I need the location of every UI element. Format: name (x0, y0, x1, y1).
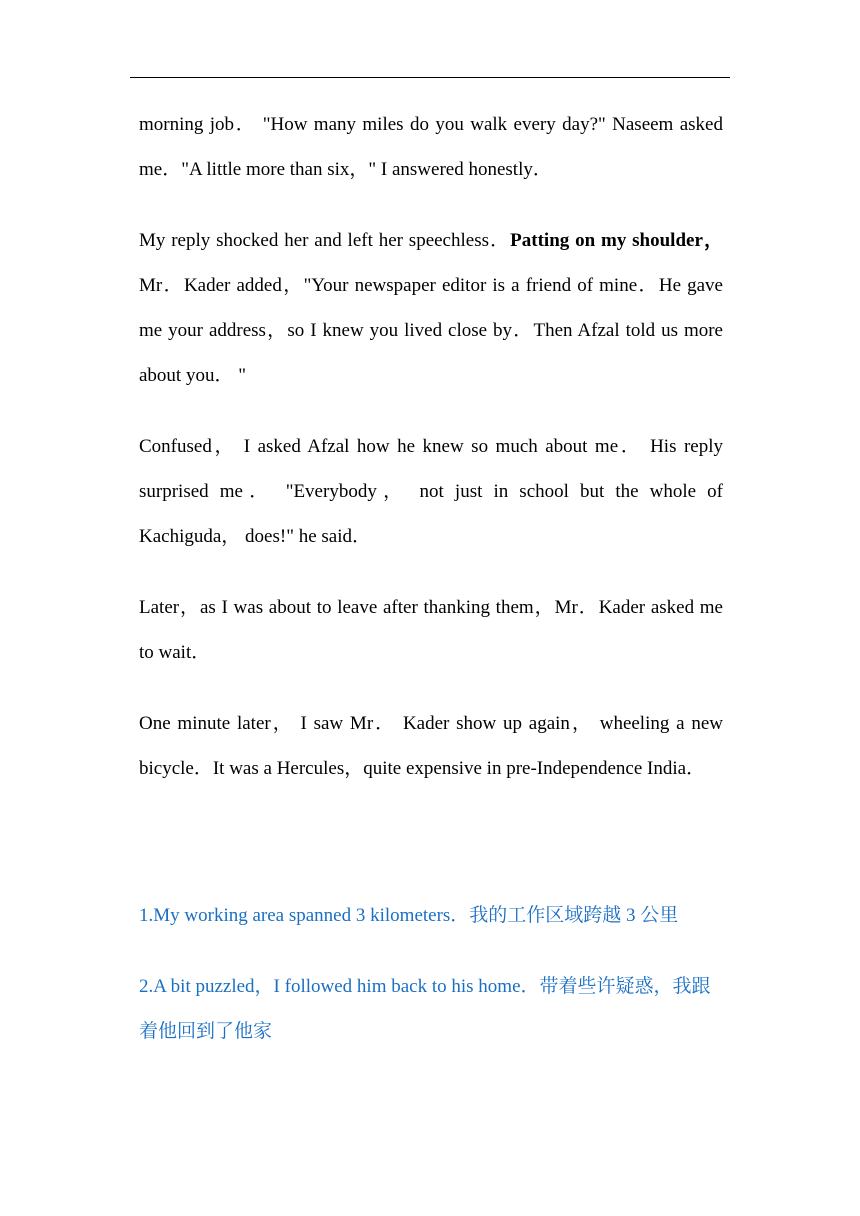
translation-note-2: 2.A bit puzzled，I followed him back to his home．带着些许疑惑，我跟着他回到了他家 (139, 976, 711, 1042)
paragraph-2-before: My reply shocked her and left her speechless． (139, 230, 511, 251)
header-rule (130, 77, 730, 78)
paragraph-5: One minute later， I saw Mr． Kader show up again， wheeling a new bicycle．It was a Hercules，quite expensive in pre-Independence India． (139, 713, 723, 779)
section-spacer (139, 817, 723, 893)
translation-note-1: 1.My working area spanned 3 kilometers．我的工作区域跨越 3 公里 (139, 905, 679, 926)
document-body (139, 102, 723, 1080)
paragraph-2-bold-phrase: Patting on my shoulder， (510, 230, 723, 251)
paragraph-2-after: Mr．Kader added，"Your newspaper editor is a friend of mine．He gave me your address，so I knew you lived close by．Then Afzal told us more about you． " (139, 275, 723, 386)
paragraph-2 (139, 218, 723, 398)
paragraph-3: Confused， I asked Afzal how he knew so much about me． His reply surprised me． "Everybody， not just in school but the whole of Kachiguda， does!" he said． (139, 436, 723, 547)
paragraph-4: Later，as I was about to leave after thanking them，Mr．Kader asked me to wait． (139, 597, 723, 663)
paragraph-1: morning job． "How many miles do you walk every day?" Naseem asked me．"A little more than six，" I answered honestly． (139, 114, 723, 180)
